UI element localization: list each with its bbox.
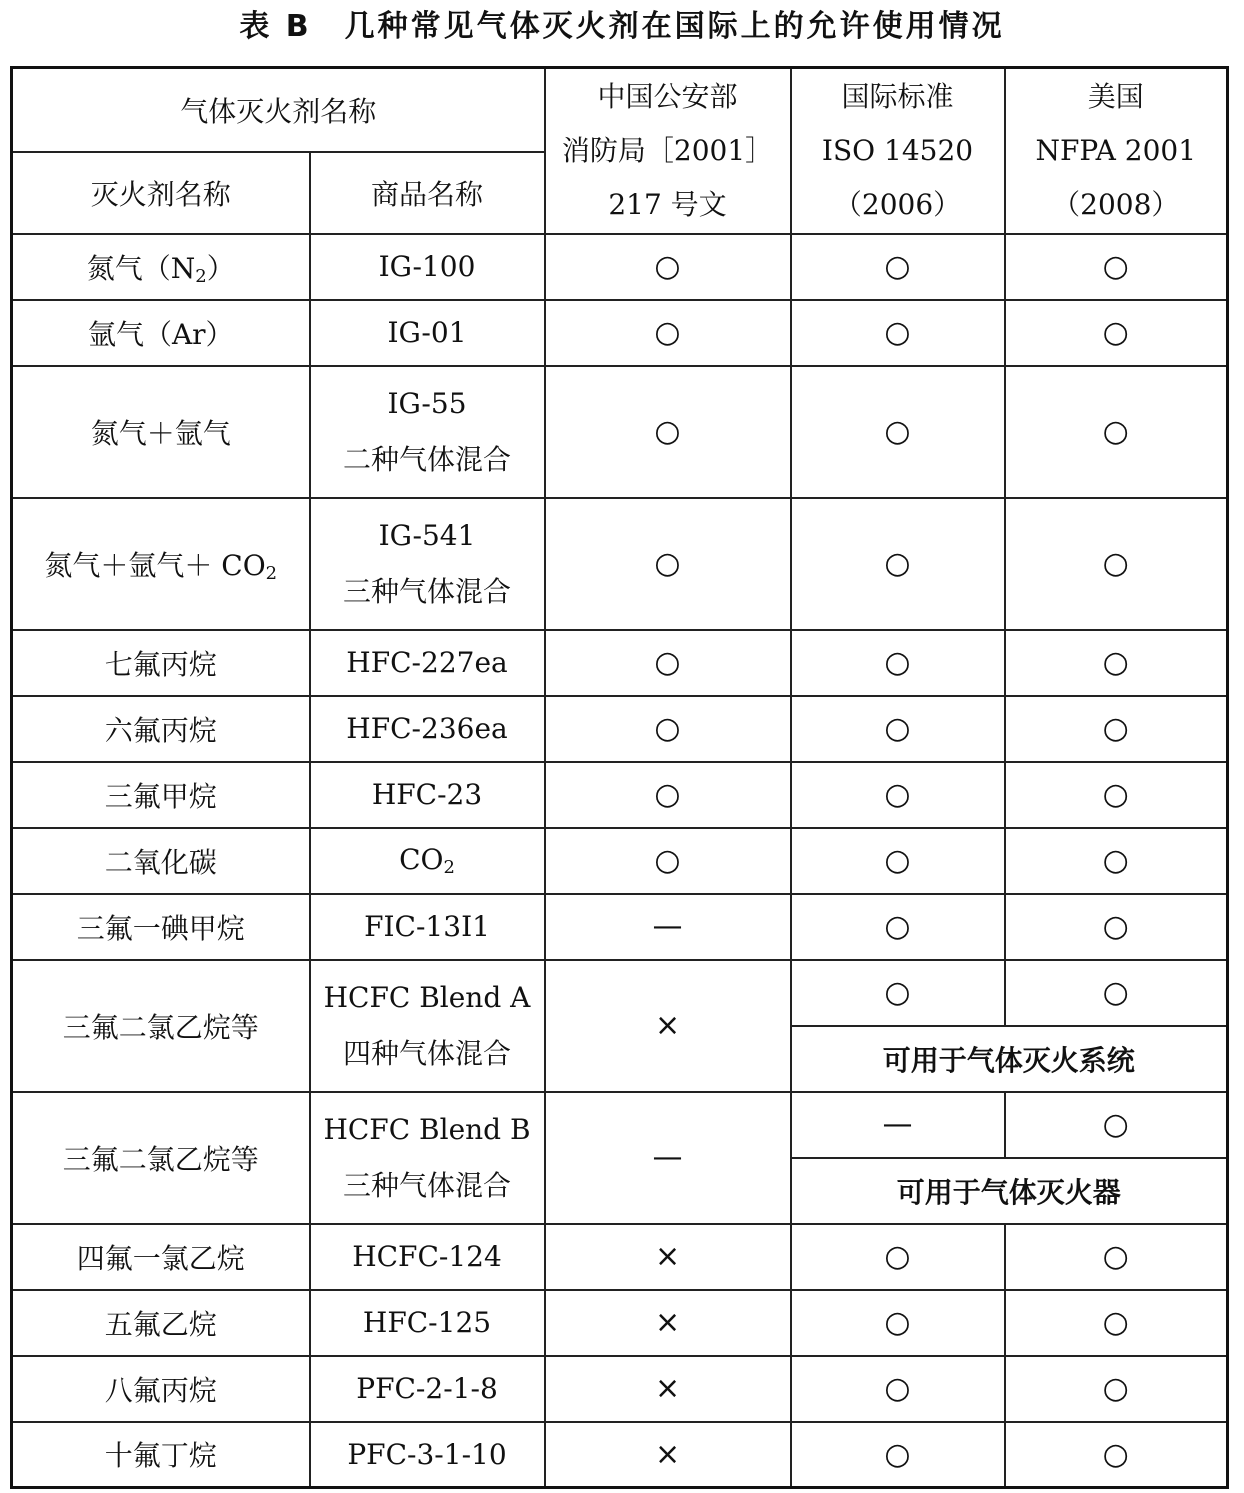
china-status: — xyxy=(545,894,791,960)
header-agent-group: 气体灭火剂名称 xyxy=(12,68,545,152)
nfpa-status: ○ xyxy=(1005,498,1228,630)
china-status: × xyxy=(545,1224,791,1290)
china-status: × xyxy=(545,960,791,1092)
iso-status: ○ xyxy=(791,234,1005,300)
header-nfpa: 美国 NFPA 2001 （2008） xyxy=(1005,68,1228,234)
iso-status: ○ xyxy=(791,960,1005,1026)
table-row xyxy=(12,498,1228,630)
table-row xyxy=(12,1356,1228,1422)
trade-name: HFC-23 xyxy=(310,762,545,828)
agent-name: 十氟丁烷 xyxy=(12,1422,310,1488)
china-status: ○ xyxy=(545,366,791,498)
iso-status: ○ xyxy=(791,828,1005,894)
trade-name: HFC-227ea xyxy=(310,630,545,696)
nfpa-status: ○ xyxy=(1005,1290,1228,1356)
trade-name: IG-55 二种气体混合 xyxy=(310,366,545,498)
trade-name: PFC-3-1-10 xyxy=(310,1422,545,1488)
china-status: ○ xyxy=(545,234,791,300)
agent-name: 四氟一氯乙烷 xyxy=(12,1224,310,1290)
nfpa-status: ○ xyxy=(1005,960,1228,1026)
extinguishing-agent-table xyxy=(10,66,1229,1489)
usage-note: 可用于气体灭火系统 xyxy=(791,1026,1228,1092)
iso-status: ○ xyxy=(791,1224,1005,1290)
iso-status: ○ xyxy=(791,1290,1005,1356)
agent-name: 五氟乙烷 xyxy=(12,1290,310,1356)
nfpa-status: ○ xyxy=(1005,1422,1228,1488)
iso-status: ○ xyxy=(791,366,1005,498)
nfpa-status: ○ xyxy=(1005,1356,1228,1422)
iso-status: ○ xyxy=(791,762,1005,828)
china-status: ○ xyxy=(545,498,791,630)
trade-name: FIC-13I1 xyxy=(310,894,545,960)
iso-status: ○ xyxy=(791,696,1005,762)
agent-name: 八氟丙烷 xyxy=(12,1356,310,1422)
iso-status: ○ xyxy=(791,300,1005,366)
iso-status: ○ xyxy=(791,1422,1005,1488)
agent-name: 氮气＋氩气＋ $CO_2$ xyxy=(12,498,310,630)
agent-name: 三氟二氯乙烷等 xyxy=(12,1092,310,1224)
agent-name: 氩气（Ar） xyxy=(12,300,310,366)
agent-name: 七氟丙烷 xyxy=(12,630,310,696)
nfpa-status: ○ xyxy=(1005,1092,1228,1158)
nfpa-status: ○ xyxy=(1005,828,1228,894)
table-row xyxy=(12,762,1228,828)
trade-name: HCFC Blend B 三种气体混合 xyxy=(310,1092,545,1224)
trade-name: HCFC-124 xyxy=(310,1224,545,1290)
china-status: ○ xyxy=(545,630,791,696)
china-status: ○ xyxy=(545,762,791,828)
header-trade-name: 商品名称 xyxy=(310,152,545,234)
table-row xyxy=(12,366,1228,498)
trade-name: $CO_2$ xyxy=(310,828,545,894)
header-row-1 xyxy=(12,68,1228,152)
iso-status: ○ xyxy=(791,1356,1005,1422)
nfpa-status: ○ xyxy=(1005,366,1228,498)
table-row xyxy=(12,300,1228,366)
china-status: × xyxy=(545,1356,791,1422)
agent-name: 氮气$(N_2)$ xyxy=(12,234,310,300)
nfpa-status: ○ xyxy=(1005,1224,1228,1290)
agent-name: 二氧化碳 xyxy=(12,828,310,894)
nfpa-status: ○ xyxy=(1005,762,1228,828)
table-row xyxy=(12,1092,1228,1158)
trade-name: IG-100 xyxy=(310,234,545,300)
nfpa-status: ○ xyxy=(1005,696,1228,762)
iso-status: ○ xyxy=(791,498,1005,630)
table-row xyxy=(12,234,1228,300)
nfpa-status: ○ xyxy=(1005,234,1228,300)
table-row xyxy=(12,960,1228,1026)
table-row xyxy=(12,696,1228,762)
china-status: ○ xyxy=(545,696,791,762)
agent-name: 三氟二氯乙烷等 xyxy=(12,960,310,1092)
table-row xyxy=(12,630,1228,696)
iso-status: ○ xyxy=(791,630,1005,696)
agent-name: 三氟甲烷 xyxy=(12,762,310,828)
trade-name: IG-541 三种气体混合 xyxy=(310,498,545,630)
table-title: 表 B 几种常见气体灭火剂在国际上的允许使用情况 xyxy=(239,9,1005,44)
table-row xyxy=(12,1224,1228,1290)
china-status: ○ xyxy=(545,300,791,366)
trade-name: HCFC Blend A 四种气体混合 xyxy=(310,960,545,1092)
china-status: ○ xyxy=(545,828,791,894)
iso-status: ○ xyxy=(791,894,1005,960)
agent-name: 三氟一碘甲烷 xyxy=(12,894,310,960)
table-row xyxy=(12,828,1228,894)
agent-name: 氮气＋氩气 xyxy=(12,366,310,498)
header-agent-name: 灭火剂名称 xyxy=(12,152,310,234)
nfpa-status: ○ xyxy=(1005,630,1228,696)
china-status: — xyxy=(545,1092,791,1224)
usage-note: 可用于气体灭火器 xyxy=(791,1158,1228,1224)
trade-name: HFC-236ea xyxy=(310,696,545,762)
iso-status: — xyxy=(791,1092,1005,1158)
nfpa-status: ○ xyxy=(1005,300,1228,366)
china-status: × xyxy=(545,1422,791,1488)
table-row xyxy=(12,1290,1228,1356)
table-row xyxy=(12,894,1228,960)
trade-name: IG-01 xyxy=(310,300,545,366)
trade-name: PFC-2-1-8 xyxy=(310,1356,545,1422)
header-iso: 国际标准 ISO 14520 （2006） xyxy=(791,68,1005,234)
header-china: 中国公安部 消防局［2001］ 217 号文 xyxy=(545,68,791,234)
table-row xyxy=(12,1422,1228,1488)
trade-name: HFC-125 xyxy=(310,1290,545,1356)
agent-name: 六氟丙烷 xyxy=(12,696,310,762)
china-status: × xyxy=(545,1290,791,1356)
nfpa-status: ○ xyxy=(1005,894,1228,960)
